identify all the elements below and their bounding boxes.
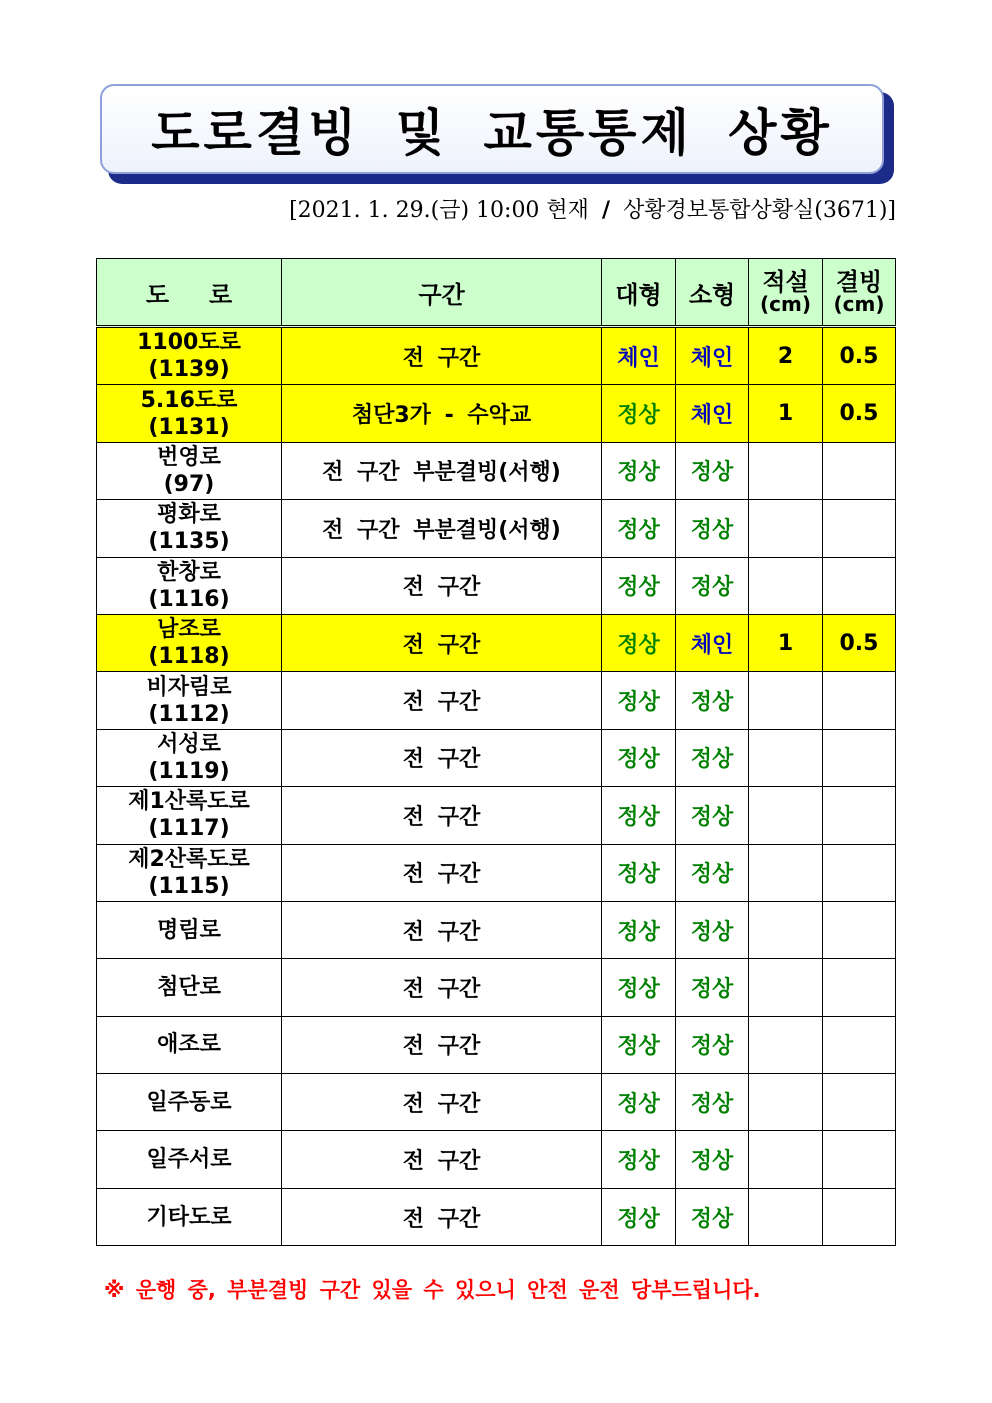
table-row: [97, 500, 896, 557]
snow-depth-cell: [749, 1131, 823, 1188]
section-cell: 전 구간: [282, 672, 602, 729]
section-cell: 전 구간 부분결빙(서행): [282, 500, 602, 557]
section-cell: 전 구간: [282, 959, 602, 1016]
ice-depth-cell: [823, 787, 896, 844]
snow-depth-cell: [749, 959, 823, 1016]
road-name: 한창로: [157, 559, 221, 585]
title-box: [100, 84, 884, 174]
ice-depth-cell: [823, 500, 896, 557]
road-cell: [97, 385, 282, 442]
snow-depth-cell: [749, 787, 823, 844]
road-cell: [97, 500, 282, 557]
road-cell: [97, 1016, 282, 1073]
road-number: (1116): [148, 586, 230, 612]
road-name: 평화로: [157, 502, 221, 528]
section-cell: 전 구간: [282, 1188, 602, 1245]
ice-depth-cell: [823, 672, 896, 729]
header-ice-unit: (cm): [833, 292, 885, 316]
table-row: [97, 729, 896, 786]
small-vehicle-status: 체인: [676, 385, 749, 442]
header-snow-unit: (cm): [760, 292, 811, 316]
snow-depth-cell: [749, 1016, 823, 1073]
snow-depth-cell: 1: [749, 385, 823, 442]
road-cell: [97, 614, 282, 671]
section-cell: 전 구간: [282, 557, 602, 614]
road-name: 첨단로: [157, 974, 221, 1000]
small-vehicle-status: 정상: [676, 442, 749, 499]
timestamp-separator: /: [601, 198, 610, 223]
snow-depth-cell: [749, 672, 823, 729]
road-name: 애조로: [157, 1032, 221, 1058]
large-vehicle-status: 정상: [602, 614, 676, 671]
ice-depth-cell: 0.5: [823, 327, 896, 385]
small-vehicle-status: 정상: [676, 729, 749, 786]
road-name: 5.16도로: [140, 387, 238, 413]
header-snow-label: 적설: [762, 268, 809, 296]
road-number: (1118): [148, 644, 230, 670]
road-number: (1115): [148, 873, 230, 899]
road-name: 제2산록도로: [128, 846, 250, 872]
road-name: 남조로: [157, 617, 221, 643]
report-timestamp: [289, 193, 896, 224]
road-cell: [97, 1131, 282, 1188]
large-vehicle-status: 정상: [602, 959, 676, 1016]
road-status-table: [96, 258, 896, 1246]
small-vehicle-status: 정상: [676, 557, 749, 614]
small-vehicle-status: 정상: [676, 959, 749, 1016]
road-name: 일주서로: [146, 1147, 232, 1173]
road-cell: [97, 959, 282, 1016]
section-cell: 첨단3가 - 수악교: [282, 385, 602, 442]
small-vehicle-status: 정상: [676, 844, 749, 901]
snow-depth-cell: [749, 1188, 823, 1245]
timestamp-text: [2021. 1. 29.(금) 10:00 현재: [289, 198, 589, 223]
snow-depth-cell: [749, 557, 823, 614]
table-row: [97, 787, 896, 844]
large-vehicle-status: 정상: [602, 557, 676, 614]
table-row: [97, 901, 896, 958]
road-cell: [97, 844, 282, 901]
section-cell: 전 구간: [282, 787, 602, 844]
road-number: (1131): [148, 414, 230, 440]
section-cell: 전 구간: [282, 901, 602, 958]
header-road: 도로: [97, 259, 282, 327]
table-row: [97, 1188, 896, 1245]
header-ice-label: 결빙: [835, 268, 883, 296]
road-name: 기타도로: [146, 1204, 232, 1230]
snow-depth-cell: [749, 442, 823, 499]
road-name: 서성로: [157, 731, 221, 757]
section-cell: 전 구간: [282, 729, 602, 786]
small-vehicle-status: 정상: [676, 1131, 749, 1188]
office-text: 상황경보통합상황실(3671)]: [622, 198, 896, 223]
large-vehicle-status: 정상: [602, 385, 676, 442]
large-vehicle-status: 정상: [602, 442, 676, 499]
table-row: [97, 1074, 896, 1131]
section-cell: 전 구간: [282, 614, 602, 671]
ice-depth-cell: [823, 901, 896, 958]
header-small: 소형: [676, 259, 749, 327]
ice-depth-cell: 0.5: [823, 614, 896, 671]
small-vehicle-status: 체인: [676, 614, 749, 671]
road-number: (1112): [148, 701, 230, 727]
table-row: [97, 1131, 896, 1188]
table-row: [97, 672, 896, 729]
road-cell: [97, 729, 282, 786]
header-snow: [749, 259, 823, 327]
ice-depth-cell: [823, 1016, 896, 1073]
small-vehicle-status: 정상: [676, 1074, 749, 1131]
table-row: [97, 959, 896, 1016]
road-number: (97): [163, 471, 215, 497]
small-vehicle-status: 체인: [676, 327, 749, 385]
road-name: 일주동로: [146, 1089, 232, 1115]
snow-depth-cell: [749, 844, 823, 901]
ice-depth-cell: [823, 1074, 896, 1131]
road-number: (1119): [148, 758, 230, 784]
section-cell: 전 구간: [282, 844, 602, 901]
large-vehicle-status: 정상: [602, 1074, 676, 1131]
ice-depth-cell: [823, 442, 896, 499]
road-cell: [97, 901, 282, 958]
road-number: (1135): [148, 529, 230, 555]
road-cell: [97, 1074, 282, 1131]
large-vehicle-status: 정상: [602, 672, 676, 729]
large-vehicle-status: 정상: [602, 844, 676, 901]
small-vehicle-status: 정상: [676, 901, 749, 958]
road-number: (1139): [148, 357, 230, 383]
table-row: [97, 327, 896, 385]
ice-depth-cell: 0.5: [823, 385, 896, 442]
snow-depth-cell: [749, 1074, 823, 1131]
large-vehicle-status: 정상: [602, 901, 676, 958]
large-vehicle-status: 정상: [602, 500, 676, 557]
table-row: [97, 844, 896, 901]
ice-depth-cell: [823, 844, 896, 901]
ice-depth-cell: [823, 729, 896, 786]
header-section: 구간: [282, 259, 602, 327]
road-cell: [97, 442, 282, 499]
small-vehicle-status: 정상: [676, 1188, 749, 1245]
small-vehicle-status: 정상: [676, 1016, 749, 1073]
road-cell: [97, 787, 282, 844]
snow-depth-cell: [749, 729, 823, 786]
large-vehicle-status: 정상: [602, 787, 676, 844]
snow-depth-cell: [749, 500, 823, 557]
table-row: [97, 557, 896, 614]
road-name: 제1산록도로: [128, 789, 250, 815]
large-vehicle-status: 정상: [602, 1016, 676, 1073]
table-header-row: [97, 259, 896, 327]
road-cell: [97, 327, 282, 385]
table-row: [97, 442, 896, 499]
large-vehicle-status: 체인: [602, 327, 676, 385]
ice-depth-cell: [823, 1131, 896, 1188]
road-name: 1100도로: [137, 330, 241, 356]
large-vehicle-status: 정상: [602, 729, 676, 786]
table-row: [97, 385, 896, 442]
snow-depth-cell: [749, 901, 823, 958]
road-cell: [97, 557, 282, 614]
header-ice: [823, 259, 896, 327]
safety-notice: ※ 운행 중, 부분결빙 구간 있을 수 있으니 안전 운전 당부드립니다.: [104, 1278, 761, 1302]
road-cell: [97, 1188, 282, 1245]
section-cell: 전 구간: [282, 1074, 602, 1131]
road-cell: [97, 672, 282, 729]
large-vehicle-status: 정상: [602, 1188, 676, 1245]
ice-depth-cell: [823, 557, 896, 614]
road-name: 명림로: [157, 917, 221, 943]
section-cell: 전 구간: [282, 327, 602, 385]
road-number: (1117): [148, 816, 230, 842]
small-vehicle-status: 정상: [676, 787, 749, 844]
table-row: [97, 614, 896, 671]
ice-depth-cell: [823, 959, 896, 1016]
section-cell: 전 구간: [282, 1016, 602, 1073]
snow-depth-cell: 2: [749, 327, 823, 385]
large-vehicle-status: 정상: [602, 1131, 676, 1188]
section-cell: 전 구간 부분결빙(서행): [282, 442, 602, 499]
road-name: 비자림로: [146, 674, 232, 700]
header-large: 대형: [602, 259, 676, 327]
small-vehicle-status: 정상: [676, 500, 749, 557]
ice-depth-cell: [823, 1188, 896, 1245]
small-vehicle-status: 정상: [676, 672, 749, 729]
section-cell: 전 구간: [282, 1131, 602, 1188]
page-title: 도로결빙 및 교통통제 상황: [151, 104, 833, 162]
table-row: [97, 1016, 896, 1073]
road-name: 번영로: [157, 444, 221, 470]
snow-depth-cell: 1: [749, 614, 823, 671]
